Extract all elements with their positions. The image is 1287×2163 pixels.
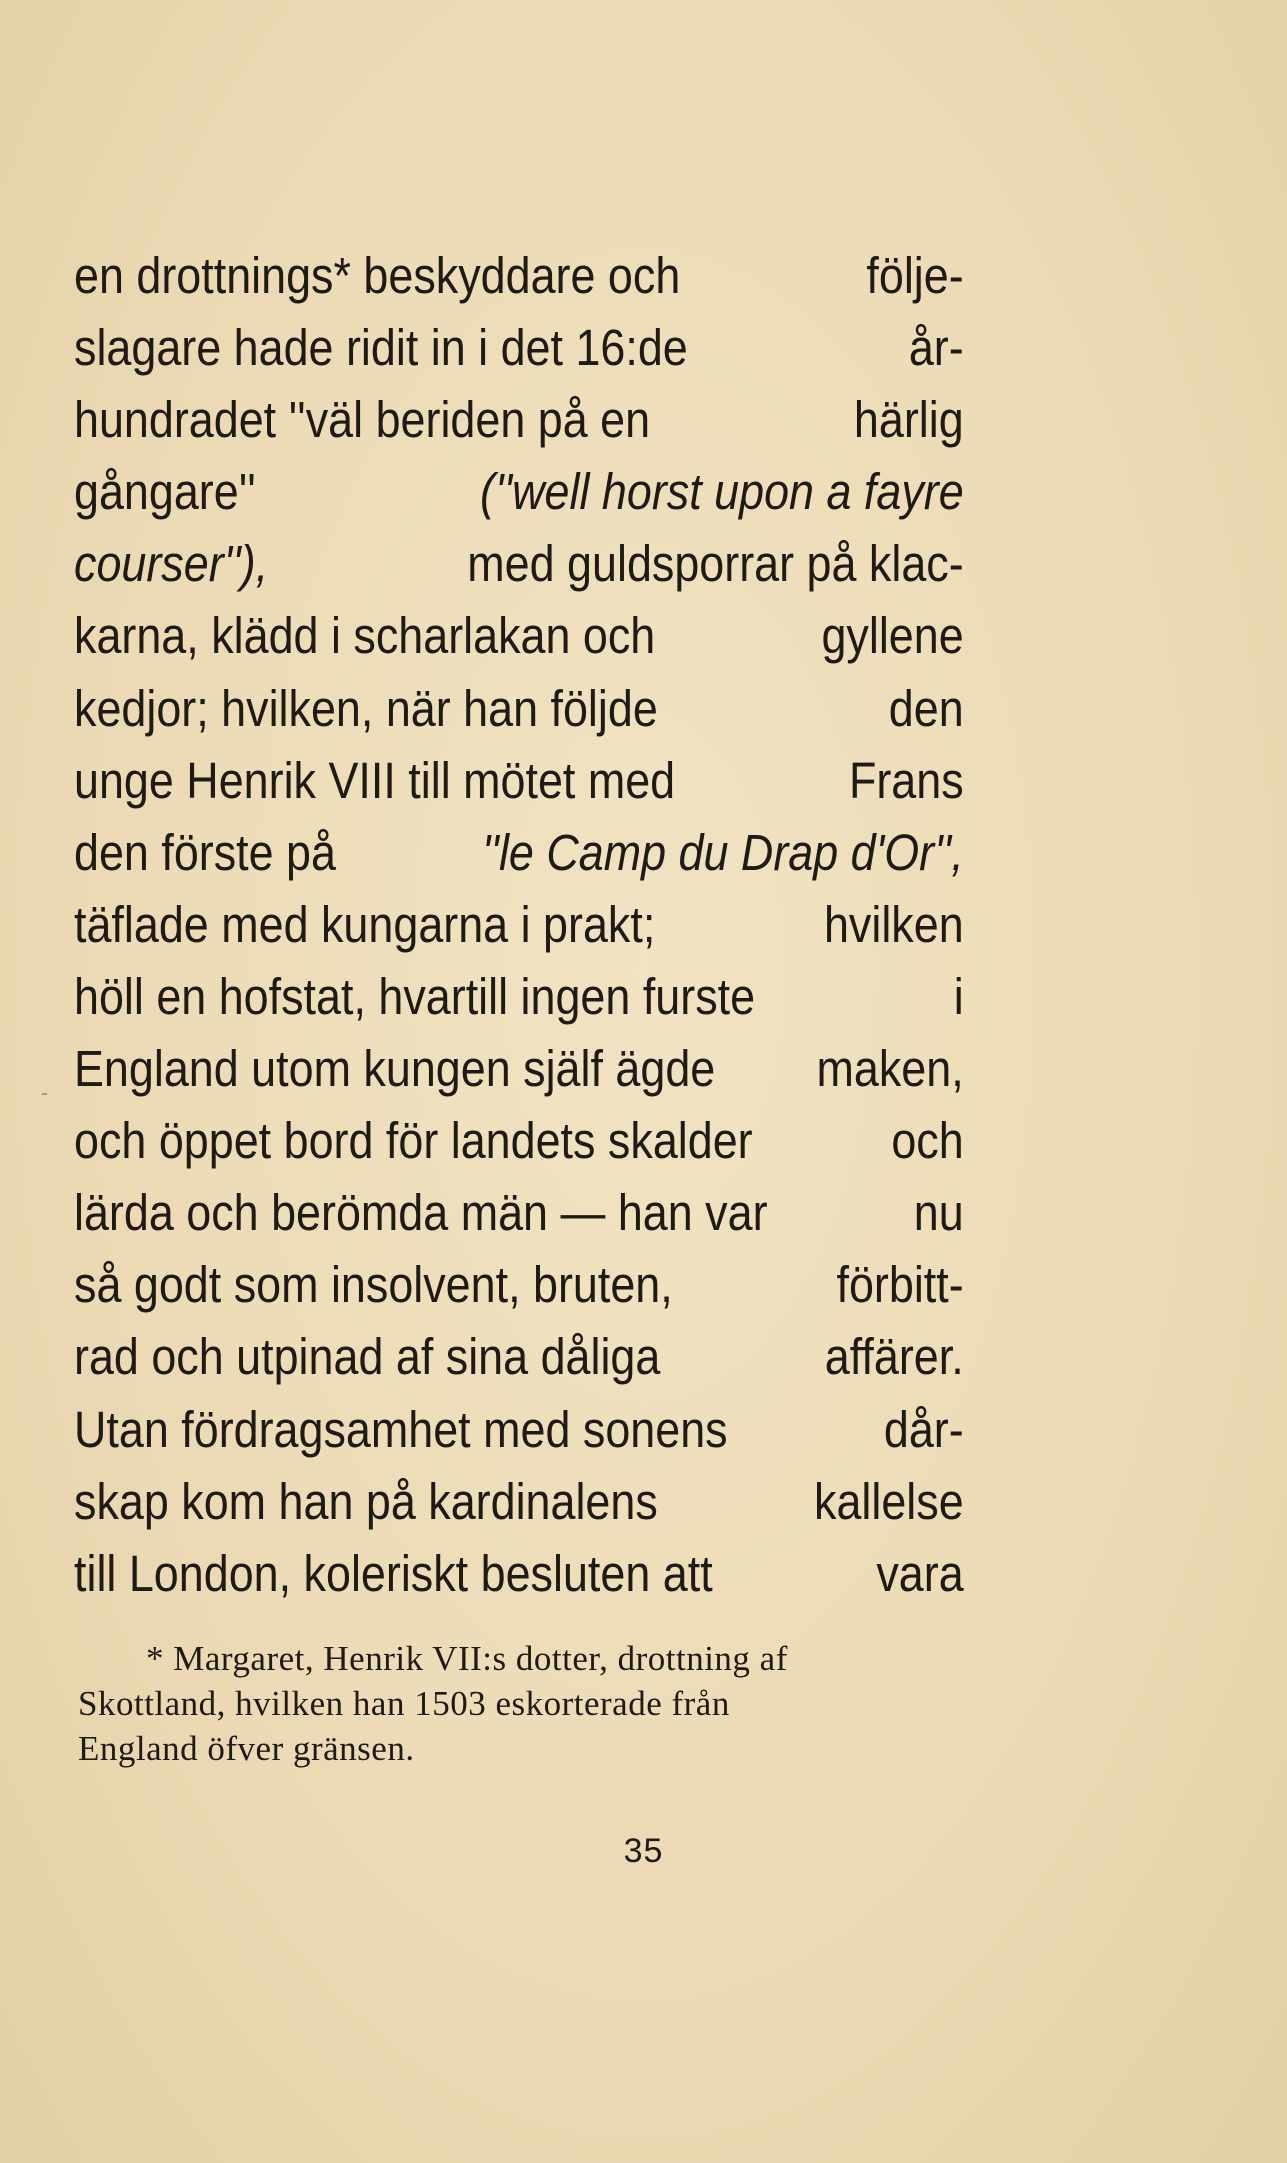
text-line <box>74 889 964 961</box>
footnote-line: Skottland, hvilken han 1503 eskorterade från <box>78 1684 730 1723</box>
text-segment: nu <box>913 1184 964 1242</box>
footnote-line: England öfver gränsen. <box>78 1729 415 1768</box>
text-segment: kallelse <box>813 1472 964 1530</box>
text-segment: den <box>888 679 964 737</box>
paper-speck <box>42 1093 47 1095</box>
text-segment: vara <box>876 1544 964 1602</box>
text-segment: i <box>953 967 964 1025</box>
text-line <box>74 312 964 384</box>
text-line <box>74 1538 964 1610</box>
text-segment: hundradet ''väl beriden på en <box>74 391 651 449</box>
text-line <box>74 745 964 817</box>
italic-quote: (''well horst upon a fayre <box>480 463 964 521</box>
text-line <box>74 600 964 672</box>
text-line <box>74 1105 964 1177</box>
text-segment: slagare hade ridit in i det 16:de <box>74 319 688 377</box>
page-number: 35 <box>623 1832 664 1870</box>
text-segment: affärer. <box>824 1328 964 1386</box>
text-line <box>74 240 964 312</box>
text-segment: år- <box>908 319 964 377</box>
text-segment: och öppet bord för landets skalder <box>74 1112 753 1170</box>
text-segment: gångare'' <box>74 463 256 521</box>
text-line <box>74 384 964 456</box>
text-segment: kedjor; hvilken, när han följde <box>74 679 658 737</box>
text-segment: gyllene <box>821 607 964 665</box>
text-segment: skap kom han på kardinalens <box>74 1472 658 1530</box>
text-segment: och <box>891 1112 964 1170</box>
text-segment: härlig <box>853 391 964 449</box>
text-segment: lärda och berömda män — han var <box>74 1184 768 1242</box>
text-line <box>74 1321 964 1393</box>
text-segment: höll en hofstat, hvartill ingen furste <box>74 967 756 1025</box>
text-line <box>74 961 964 1033</box>
text-segment: maken, <box>816 1040 964 1098</box>
italic-quote: ''le Camp du Drap d'Or'', <box>481 823 964 881</box>
text-segment: följe- <box>866 247 964 304</box>
text-segment: en drottnings* beskyddare och <box>74 247 681 304</box>
text-line <box>74 1033 964 1105</box>
body-text <box>74 240 964 1610</box>
text-line <box>74 1394 964 1466</box>
italic-quote: courser''), <box>74 535 269 593</box>
text-segment: Utan fördragsamhet med sonens <box>74 1400 728 1458</box>
footnote <box>78 1636 958 1771</box>
text-line <box>74 456 964 528</box>
text-line <box>74 817 964 889</box>
text-segment: förbitt- <box>836 1256 964 1314</box>
text-segment: hvilken <box>823 895 964 953</box>
text-line <box>74 1177 964 1249</box>
text-line <box>74 673 964 745</box>
text-segment: dår- <box>883 1400 964 1458</box>
footnote-line: * Margaret, Henrik VII:s dotter, drottning af <box>146 1639 788 1678</box>
text-line <box>74 1466 964 1538</box>
text-segment: till London, koleriskt besluten att <box>74 1544 713 1602</box>
text-line <box>74 528 964 600</box>
text-segment: så godt som insolvent, bruten, <box>74 1256 673 1314</box>
text-segment: den förste på <box>74 823 336 881</box>
text-segment: England utom kungen själf ägde <box>74 1040 716 1098</box>
text-segment: Frans <box>848 751 964 809</box>
text-segment: karna, klädd i scharlakan och <box>74 607 656 665</box>
text-segment: rad och utpinad af sina dåliga <box>74 1328 661 1386</box>
text-segment: täflade med kungarna i prakt; <box>74 895 656 953</box>
text-line <box>74 1249 964 1321</box>
text-segment: med guldsporrar på klac- <box>467 535 964 593</box>
text-segment: unge Henrik VIII till mötet med <box>74 751 676 809</box>
